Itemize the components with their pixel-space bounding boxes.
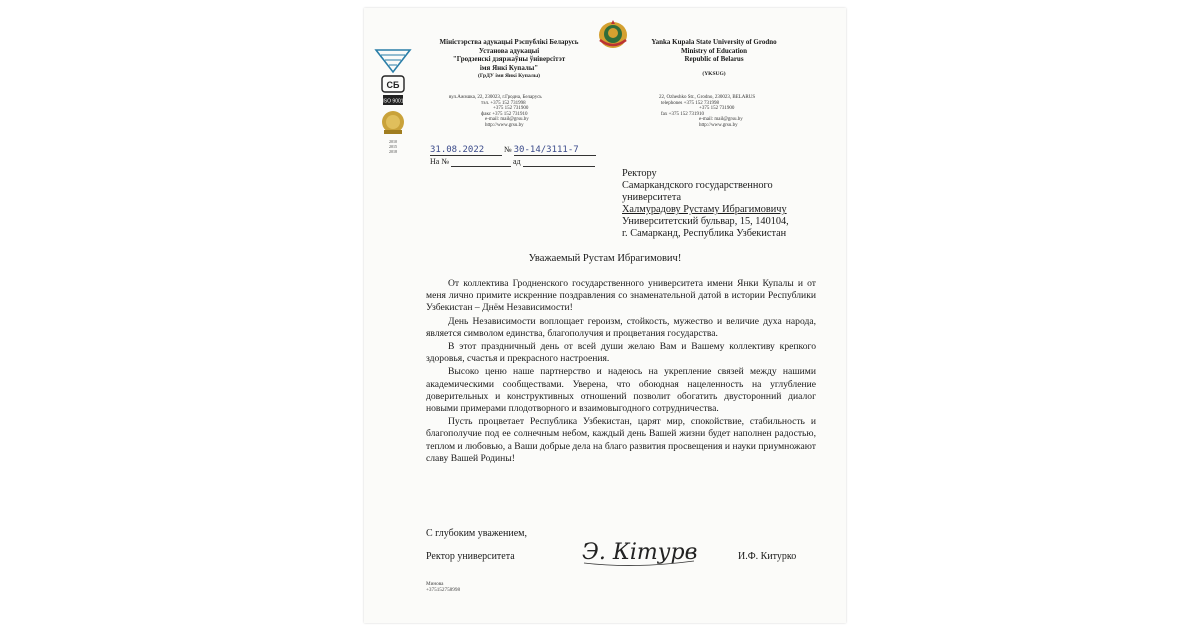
salutation: Уважаемый Рустам Ибрагимович!	[528, 253, 682, 264]
addressee-line2: Самаркандского государственного	[622, 180, 773, 191]
addressee-name: Халмурадову Рустаму Ибрагимовичу	[622, 204, 787, 215]
header-english	[649, 38, 779, 78]
paragraph: От коллектива Гродненского государственного университета имени Янки Купалы и от меня лично примите искренние поздравления со знаменательной датой в истории Республики Узбекистан – Днём Независимости!	[426, 278, 816, 314]
phone-ru-1: тэл. +375 152 731998	[481, 100, 526, 106]
addressee-line5: Университетский бульвар, 15, 140104,	[622, 216, 789, 227]
svg-text:2015: 2015	[389, 144, 397, 149]
address-en: 22, Ozheshko Str., Grodno, 230023, BELARUS	[659, 95, 756, 100]
fax-en: fax +375 152 731910	[661, 111, 704, 117]
addressee-line1: Ректору	[622, 168, 657, 179]
certification-logos	[372, 46, 414, 166]
addressee-block	[622, 168, 842, 240]
email-ru: e-mail: mail@grsu.by	[485, 117, 529, 123]
executor-name: Минова	[426, 581, 444, 587]
signer-name: И.Ф. Китурко	[738, 551, 797, 562]
on-number-label: На №	[430, 157, 449, 166]
svg-text:ISO 9001: ISO 9001	[382, 98, 404, 105]
header-ru-line1: Міністэрства адукацыі Рэспублікі Беларусь	[439, 38, 579, 46]
from-label: ад	[512, 157, 521, 166]
phone-en-1: telephones +375 152 731998	[661, 100, 719, 106]
phone-en-2: +375 152 731900	[699, 106, 735, 112]
header-ru-line4: імя Янкі Купалы"	[479, 63, 539, 72]
svg-text:2010: 2010	[389, 139, 397, 144]
fax-ru: факс +375 152 731910	[481, 111, 528, 117]
letter-body	[426, 278, 816, 466]
header-en-line3: Republic of Belarus	[684, 55, 744, 63]
web-en: http://www.grsu.by	[699, 122, 738, 128]
closing: С глубоким уважением,	[426, 528, 527, 539]
header-belarusian	[429, 38, 589, 81]
header-ru-line2: Установа адукацыі	[478, 46, 540, 55]
svg-text:2018: 2018	[389, 149, 397, 154]
triangle-logo-icon	[376, 50, 410, 72]
header-ru-line3: "Гродзенскі дзяржаўны ўніверсітэт	[452, 55, 566, 63]
paragraph: Пусть процветает Республика Узбекистан, царят мир, спокойствие, стабильность и благополучие под ее солнечным небом, каждый день Вашей жизни будет наполнен радостью, теплом и любовью, а Ваши добрые дела на благо развития просвещения и науки приумножают славу Вашей Родины!	[426, 416, 816, 464]
handwritten-signature	[574, 535, 724, 569]
letter-date: 31.08.2022	[430, 145, 502, 156]
paragraph: Высоко ценю наше партнерство и надеюсь на укрепление связей между нашими академическими сообществами. Уверена, что обоюдная нацеленность на углубление доверительных и конструктивных отношений позволит обогатить двусторонний диалог новыми примерами плодотворного и взаимовыгодного сотрудничества.	[426, 366, 816, 415]
quality-mark-icon	[382, 76, 404, 92]
footer-executor	[426, 582, 460, 594]
reference-block	[430, 145, 610, 167]
phone-ru-2: +375 152 731900	[493, 106, 529, 112]
header-ru-line5: (ГрДУ імя Янкі Купалы)	[478, 73, 540, 79]
executor-phone: +375152758998	[426, 586, 461, 593]
header-en-line4: (YKSUG)	[702, 70, 726, 77]
address-belarusian	[449, 95, 579, 129]
header-en-line2: Ministry of Education	[680, 46, 748, 55]
svg-text:Э. Кітурв: Э. Кітурв	[582, 540, 698, 565]
letter-number: 30-14/3111-7	[514, 145, 596, 156]
address-ru: вул.Ажэшка, 22, 230023, г.Гродна, Беларусь	[449, 95, 542, 100]
award-seal-icon	[382, 111, 404, 134]
belarus-coat-of-arms-icon	[596, 18, 630, 50]
addressee-line6: г. Самарканд, Республика Узбекистан	[622, 228, 787, 239]
paragraph: В этот праздничный день от всей души желаю Вам и Вашему коллективу крепкого здоровья, счастья и прекрасного настроения.	[426, 341, 816, 365]
letter-page	[364, 8, 846, 623]
header-en-line1: Yanka Kupala State University of Grodno	[651, 38, 777, 46]
addressee-line3: университета	[622, 192, 682, 203]
email-en: e-mail: mail@grsu.by	[699, 117, 743, 123]
address-english	[659, 95, 789, 129]
number-sign: №	[504, 145, 512, 154]
web-ru: http://www.grsu.by	[485, 122, 524, 128]
iso-badge-icon	[382, 95, 403, 105]
signer-title: Ректор университета	[426, 551, 515, 562]
svg-text:СБ: СБ	[386, 80, 400, 90]
paragraph: День Независимости воплощает героизм, стойкость, мужество и величие духа народа, является символом единства, благополучия и процветания государства.	[426, 315, 816, 339]
